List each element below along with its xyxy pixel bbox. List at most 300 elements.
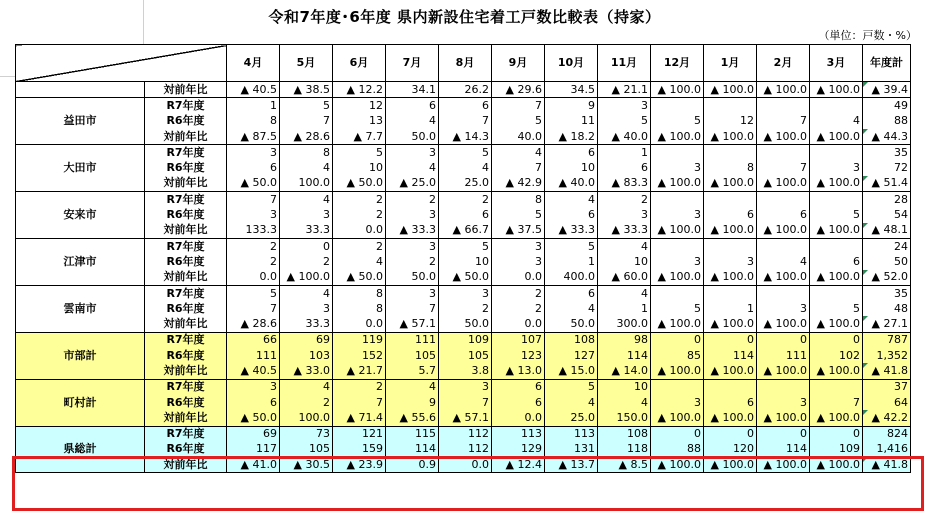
- table-cell: 0.0: [492, 316, 545, 332]
- table-cell: 114: [757, 442, 810, 457]
- block-name: 町村計: [16, 379, 145, 426]
- table-cell: 7: [757, 160, 810, 175]
- table-cell: [651, 98, 704, 114]
- table-cell: 6: [704, 395, 757, 410]
- table-cell: 6: [704, 207, 757, 222]
- table-cell: ▲ 40.5: [227, 82, 280, 98]
- sheet-gridline: [0, 76, 15, 77]
- row-label: R7年度: [145, 98, 227, 114]
- table-cell: ▲ 55.6: [386, 410, 439, 426]
- table-cell: 108: [598, 426, 651, 442]
- table-cell: ▲ 37.5: [492, 223, 545, 239]
- table-cell: ▲ 12.2: [333, 82, 386, 98]
- table-cell: 3: [280, 301, 333, 316]
- table-cell: [757, 238, 810, 254]
- table-cell: 2: [280, 395, 333, 410]
- row-label: R7年度: [145, 238, 227, 254]
- table-cell: 5: [598, 114, 651, 129]
- table-cell: 10: [598, 379, 651, 395]
- table-cell: ▲ 25.0: [386, 176, 439, 192]
- table-cell: 25.0: [545, 410, 598, 426]
- block-name: 益田市: [16, 98, 145, 145]
- table-cell: 114: [704, 348, 757, 363]
- row-label: R7年度: [145, 379, 227, 395]
- table-cell: 0.0: [439, 457, 492, 473]
- table-cell: ▲ 33.3: [545, 223, 598, 239]
- table-cell: 159: [333, 442, 386, 457]
- table-cell: ▲ 100.0: [651, 316, 704, 332]
- table-cell: 5: [492, 114, 545, 129]
- table-cell: 4: [598, 238, 651, 254]
- table-cell: ▲ 100.0: [704, 363, 757, 379]
- table-row: [16, 160, 911, 175]
- table-cell: ▲ 100.0: [810, 176, 863, 192]
- table-cell: [757, 145, 810, 161]
- table-cell: ▲ 13.0: [492, 363, 545, 379]
- row-label: R7年度: [145, 145, 227, 161]
- table-cell: 0.0: [492, 410, 545, 426]
- table-cell: ▲ 50.0: [333, 270, 386, 286]
- table-cell: ▲ 100.0: [810, 457, 863, 473]
- table-cell: ▲ 50.0: [439, 270, 492, 286]
- table-cell: ▲ 100.0: [757, 363, 810, 379]
- table-cell: ▲ 100.0: [651, 270, 704, 286]
- row-label: R6年度: [145, 442, 227, 457]
- row-label: R6年度: [145, 348, 227, 363]
- column-header: 9月: [492, 45, 545, 82]
- table-cell: 152: [333, 348, 386, 363]
- table-cell: 3: [704, 254, 757, 269]
- table-cell: ▲ 87.5: [227, 129, 280, 145]
- table-cell: 150.0: [598, 410, 651, 426]
- table-cell: [810, 379, 863, 395]
- table-cell: 40.0: [492, 129, 545, 145]
- table-row: [16, 395, 911, 410]
- table-cell: ▲ 48.1: [863, 223, 911, 239]
- table-cell: 4: [333, 254, 386, 269]
- table-cell: 3: [651, 160, 704, 175]
- table-cell: 11: [545, 114, 598, 129]
- table-cell: 7: [492, 160, 545, 175]
- table-cell: 50.0: [386, 129, 439, 145]
- column-header: 11月: [598, 45, 651, 82]
- table-cell: 400.0: [545, 270, 598, 286]
- table-row: [16, 410, 911, 426]
- table-cell: 69: [280, 332, 333, 348]
- table-row: [16, 426, 911, 442]
- table-cell: 0.0: [227, 270, 280, 286]
- table-cell: 3: [386, 207, 439, 222]
- table-cell: ▲ 33.3: [598, 223, 651, 239]
- table-cell: 10: [545, 160, 598, 175]
- table-cell: 0.0: [333, 316, 386, 332]
- table-cell: 6: [545, 285, 598, 301]
- table-cell: 6: [492, 379, 545, 395]
- table-cell: 133.3: [227, 223, 280, 239]
- table-cell: 4: [386, 114, 439, 129]
- table-cell: 72: [863, 160, 911, 175]
- table-cell: 112: [439, 426, 492, 442]
- table-cell: 88: [651, 442, 704, 457]
- row-label: 対前年比: [145, 223, 227, 239]
- column-header: 6月: [333, 45, 386, 82]
- table-cell: [651, 192, 704, 208]
- table-cell: 10: [598, 254, 651, 269]
- column-header: 4月: [227, 45, 280, 82]
- table-cell: 115: [386, 426, 439, 442]
- table-cell: 26.2: [439, 82, 492, 98]
- table-row: [16, 363, 911, 379]
- table-cell: 4: [386, 160, 439, 175]
- table-cell: 9: [545, 98, 598, 114]
- table-row: [16, 129, 911, 145]
- row-label: 対前年比: [145, 316, 227, 332]
- table-row: [16, 98, 911, 114]
- table-cell: 0: [704, 332, 757, 348]
- table-cell: ▲ 100.0: [651, 410, 704, 426]
- table-row: [16, 348, 911, 363]
- table-cell: ▲ 50.0: [227, 410, 280, 426]
- table-cell: 85: [651, 348, 704, 363]
- table-cell: ▲ 100.0: [810, 129, 863, 145]
- table-cell: 3: [651, 395, 704, 410]
- table-cell: [651, 238, 704, 254]
- table-cell: ▲ 33.3: [386, 223, 439, 239]
- table-cell: 109: [810, 442, 863, 457]
- table-row: [16, 192, 911, 208]
- table-cell: 2: [492, 285, 545, 301]
- table-cell: 3: [386, 238, 439, 254]
- table-cell: ▲ 18.2: [545, 129, 598, 145]
- table-cell: [704, 192, 757, 208]
- table-cell: ▲ 100.0: [651, 129, 704, 145]
- table-row: [16, 254, 911, 269]
- table-cell: 1,416: [863, 442, 911, 457]
- table-cell: 3: [651, 207, 704, 222]
- table-cell: ▲ 60.0: [598, 270, 651, 286]
- table-cell: 1: [227, 98, 280, 114]
- table-cell: ▲ 100.0: [704, 316, 757, 332]
- table-cell: [810, 98, 863, 114]
- table-cell: ▲ 100.0: [704, 223, 757, 239]
- table-cell: 112: [439, 442, 492, 457]
- table-cell: [810, 192, 863, 208]
- table-cell: 3.8: [439, 363, 492, 379]
- row-label: R6年度: [145, 114, 227, 129]
- table-cell: ▲ 28.6: [280, 129, 333, 145]
- table-cell: 5: [545, 238, 598, 254]
- table-cell: [704, 238, 757, 254]
- table-cell: ▲ 100.0: [704, 176, 757, 192]
- row-label: 対前年比: [145, 82, 227, 98]
- table-cell: ▲ 44.3: [863, 129, 911, 145]
- table-cell: ▲ 52.0: [863, 270, 911, 286]
- table-cell: ▲ 33.0: [280, 363, 333, 379]
- row-label: 対前年比: [145, 363, 227, 379]
- column-header: 5月: [280, 45, 333, 82]
- table-cell: ▲ 100.0: [704, 410, 757, 426]
- table-cell: ▲ 100.0: [810, 363, 863, 379]
- table-cell: 3: [386, 145, 439, 161]
- table-cell: 7: [227, 192, 280, 208]
- table-cell: 50: [863, 254, 911, 269]
- table-row: [16, 442, 911, 457]
- table-cell: ▲ 100.0: [810, 410, 863, 426]
- table-cell: 121: [333, 426, 386, 442]
- table-cell: 4: [757, 254, 810, 269]
- table-cell: 3: [227, 379, 280, 395]
- table-cell: ▲ 100.0: [810, 223, 863, 239]
- column-header: 7月: [386, 45, 439, 82]
- table-cell: 131: [545, 442, 598, 457]
- table-cell: ▲ 21.7: [333, 363, 386, 379]
- table-cell: 13: [333, 114, 386, 129]
- table-cell: ▲ 100.0: [757, 129, 810, 145]
- table-cell: 6: [227, 395, 280, 410]
- table-cell: 6: [439, 98, 492, 114]
- table-cell: 4: [280, 192, 333, 208]
- table-cell: 5: [651, 301, 704, 316]
- table-cell: [704, 145, 757, 161]
- table-cell: 35: [863, 285, 911, 301]
- column-header: 8月: [439, 45, 492, 82]
- column-header: 3月: [810, 45, 863, 82]
- table-cell: 8: [227, 114, 280, 129]
- table-cell: 105: [280, 442, 333, 457]
- table-cell: 5: [280, 98, 333, 114]
- table-cell: ▲ 100.0: [757, 316, 810, 332]
- table-cell: 6: [386, 98, 439, 114]
- table-cell: 5: [545, 379, 598, 395]
- row-label: R7年度: [145, 192, 227, 208]
- row-label: R7年度: [145, 332, 227, 348]
- table-cell: 2: [333, 379, 386, 395]
- table-cell: 3: [757, 395, 810, 410]
- table-cell: 2: [280, 254, 333, 269]
- table-cell: ▲ 13.7: [545, 457, 598, 473]
- table-cell: 4: [280, 285, 333, 301]
- table-cell: ▲ 100.0: [757, 457, 810, 473]
- table-cell: 111: [386, 332, 439, 348]
- table-cell: 49: [863, 98, 911, 114]
- table-cell: 107: [492, 332, 545, 348]
- row-label: R7年度: [145, 426, 227, 442]
- table-cell: 7: [492, 98, 545, 114]
- row-label: R6年度: [145, 254, 227, 269]
- table-cell: 6: [810, 254, 863, 269]
- table-cell: 7: [333, 395, 386, 410]
- table-cell: 12: [704, 114, 757, 129]
- header-row: [16, 45, 911, 82]
- table-cell: 123: [492, 348, 545, 363]
- block-name: 安来市: [16, 192, 145, 239]
- table-cell: 3: [386, 285, 439, 301]
- table-row: [16, 114, 911, 129]
- table-cell: 1: [704, 301, 757, 316]
- table-cell: 5: [439, 145, 492, 161]
- table-cell: 8: [704, 160, 757, 175]
- table-cell: ▲ 39.4: [863, 82, 911, 98]
- table-cell: 0: [280, 238, 333, 254]
- table-cell: 102: [810, 348, 863, 363]
- table-cell: 34.1: [386, 82, 439, 98]
- table-cell: 6: [227, 160, 280, 175]
- table-cell: ▲ 71.4: [333, 410, 386, 426]
- block-name: 雲南市: [16, 285, 145, 332]
- table-cell: 114: [598, 348, 651, 363]
- row-label: R6年度: [145, 395, 227, 410]
- table-cell: ▲ 41.8: [863, 363, 911, 379]
- table-cell: 10: [333, 160, 386, 175]
- table-cell: 10: [439, 254, 492, 269]
- table-cell: [757, 98, 810, 114]
- table-cell: 6: [545, 145, 598, 161]
- table-cell: 3: [227, 145, 280, 161]
- table-cell: 3: [227, 207, 280, 222]
- table-cell: 7: [280, 114, 333, 129]
- table-cell: ▲ 14.0: [598, 363, 651, 379]
- table-cell: ▲ 29.6: [492, 82, 545, 98]
- table-cell: ▲ 57.1: [386, 316, 439, 332]
- table-cell: 48: [863, 301, 911, 316]
- table-cell: 5: [492, 207, 545, 222]
- table-cell: ▲ 40.0: [598, 129, 651, 145]
- table-cell: 111: [227, 348, 280, 363]
- table-cell: 98: [598, 332, 651, 348]
- table-cell: 66: [227, 332, 280, 348]
- table-cell: ▲ 100.0: [704, 457, 757, 473]
- table-cell: ▲ 40.0: [545, 176, 598, 192]
- table-cell: 34.5: [545, 82, 598, 98]
- table-cell: 108: [545, 332, 598, 348]
- row-label: 対前年比: [145, 457, 227, 473]
- table-cell: 6: [598, 160, 651, 175]
- table-cell: [757, 379, 810, 395]
- table-row: [16, 457, 911, 473]
- table-cell: 3: [492, 254, 545, 269]
- table-row: [16, 332, 911, 348]
- table-cell: ▲ 51.4: [863, 176, 911, 192]
- housing-starts-table: [15, 44, 911, 473]
- table-cell: 8: [280, 145, 333, 161]
- table-cell: [810, 238, 863, 254]
- table-cell: 7: [439, 114, 492, 129]
- table-cell: 3: [598, 98, 651, 114]
- table-cell: 8: [333, 285, 386, 301]
- table-cell: 8: [333, 301, 386, 316]
- table-row: [16, 301, 911, 316]
- table-cell: 1,352: [863, 348, 911, 363]
- table-cell: 0: [810, 332, 863, 348]
- table-cell: ▲ 23.9: [333, 457, 386, 473]
- table-row: [16, 316, 911, 332]
- table-cell: 2: [333, 238, 386, 254]
- page-title: 令和7年度･6年度 県内新設住宅着工戸数比較表（持家）: [268, 8, 661, 26]
- table-cell: 0: [757, 426, 810, 442]
- table-row: [16, 176, 911, 192]
- table-cell: 120: [704, 442, 757, 457]
- table-cell: 3: [598, 207, 651, 222]
- table-row: [16, 207, 911, 222]
- table-cell: 109: [439, 332, 492, 348]
- table-cell: 0: [704, 426, 757, 442]
- table-cell: 3: [280, 207, 333, 222]
- table-cell: [810, 145, 863, 161]
- table-cell: 50.0: [439, 316, 492, 332]
- table-cell: ▲ 100.0: [757, 82, 810, 98]
- table-cell: 5: [333, 145, 386, 161]
- table-cell: 113: [545, 426, 598, 442]
- table-cell: ▲ 42.2: [863, 410, 911, 426]
- table-cell: 0: [810, 426, 863, 442]
- table-cell: 12: [333, 98, 386, 114]
- table-cell: 5: [439, 238, 492, 254]
- table-cell: [704, 285, 757, 301]
- row-label: 対前年比: [145, 176, 227, 192]
- table-cell: 2: [439, 192, 492, 208]
- table-cell: 4: [439, 160, 492, 175]
- table-cell: [651, 379, 704, 395]
- block-name: 江津市: [16, 238, 145, 285]
- table-cell: 4: [545, 192, 598, 208]
- table-cell: [704, 98, 757, 114]
- table-cell: 2: [386, 192, 439, 208]
- table-cell: ▲ 100.0: [704, 270, 757, 286]
- row-label: R6年度: [145, 301, 227, 316]
- table-cell: 5: [227, 285, 280, 301]
- table-cell: [651, 285, 704, 301]
- table-cell: ▲ 100.0: [810, 316, 863, 332]
- table-cell: ▲ 50.0: [227, 176, 280, 192]
- table-cell: 1: [545, 254, 598, 269]
- block-name: [16, 82, 145, 98]
- table-cell: ▲ 100.0: [280, 270, 333, 286]
- table-cell: 127: [545, 348, 598, 363]
- table-cell: 0: [757, 332, 810, 348]
- table-cell: ▲ 100.0: [757, 176, 810, 192]
- table-cell: ▲ 100.0: [810, 82, 863, 98]
- table-cell: ▲ 15.0: [545, 363, 598, 379]
- table-row: [16, 285, 911, 301]
- table-cell: 69: [227, 426, 280, 442]
- table-cell: ▲ 100.0: [757, 223, 810, 239]
- table-cell: ▲ 38.5: [280, 82, 333, 98]
- table-cell: 5.7: [386, 363, 439, 379]
- table-cell: 4: [545, 301, 598, 316]
- table-cell: 3: [492, 238, 545, 254]
- table-cell: ▲ 27.1: [863, 316, 911, 332]
- row-label: R7年度: [145, 285, 227, 301]
- table-cell: ▲ 8.5: [598, 457, 651, 473]
- table-row: [16, 270, 911, 286]
- table-cell: 7: [439, 395, 492, 410]
- table-cell: ▲ 30.5: [280, 457, 333, 473]
- column-header: 2月: [757, 45, 810, 82]
- table-cell: 103: [280, 348, 333, 363]
- table-cell: 54: [863, 207, 911, 222]
- table-cell: 114: [386, 442, 439, 457]
- table-cell: 50.0: [386, 270, 439, 286]
- table-cell: [651, 145, 704, 161]
- table-cell: 3: [439, 285, 492, 301]
- table-cell: 4: [386, 379, 439, 395]
- table-cell: 0: [651, 332, 704, 348]
- table-cell: 2: [333, 192, 386, 208]
- table-cell: 4: [810, 114, 863, 129]
- table-cell: 100.0: [280, 410, 333, 426]
- table-cell: ▲ 28.6: [227, 316, 280, 332]
- table-cell: 787: [863, 332, 911, 348]
